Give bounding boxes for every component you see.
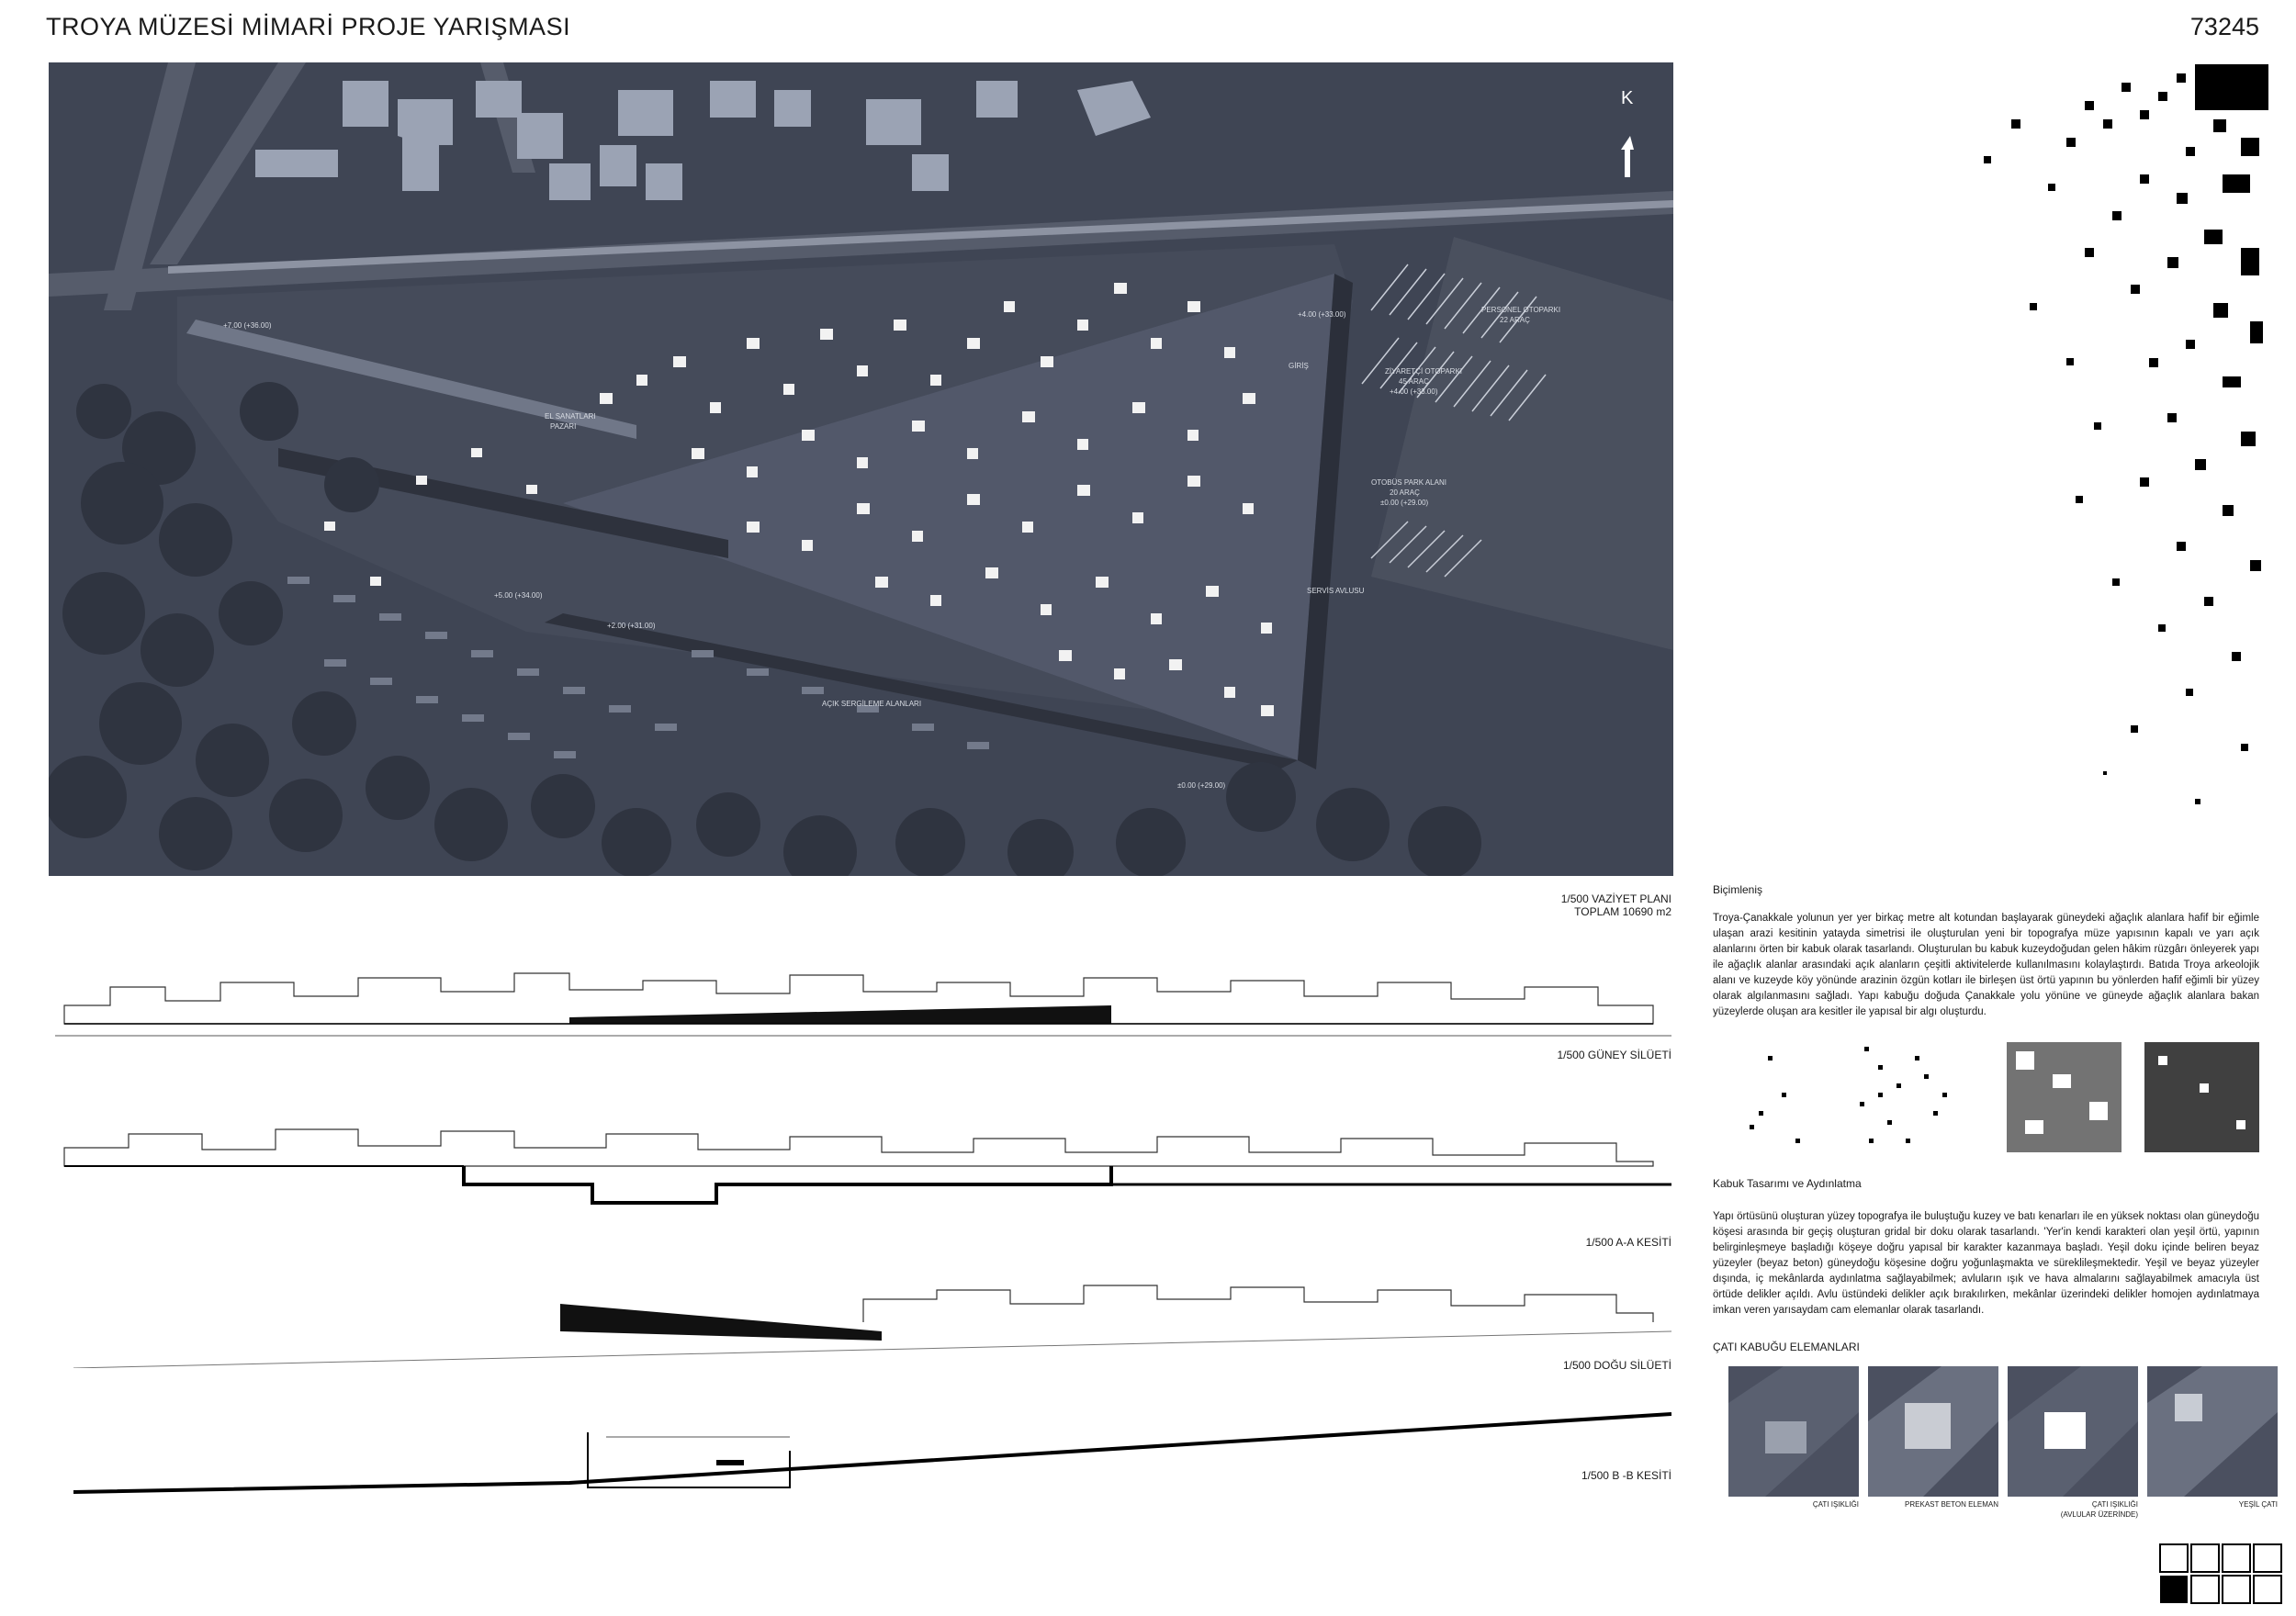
element-thumb-4 (2147, 1366, 2278, 1497)
label-otobus-3: ±0.00 (+29.00) (1380, 499, 1429, 507)
label-otobus-1: OTOBÜS PARK ALANI (1371, 478, 1446, 487)
caption-vaziyet-scale: 1/500 VAZİYET PLANI (1560, 892, 1671, 905)
site-plan-drawing (49, 62, 1673, 876)
density-4 (2144, 1042, 2259, 1152)
label-elev-ne: +4.00 (+33.00) (1298, 310, 1346, 319)
section-b-b (55, 1396, 1671, 1497)
label-personel-2: 22 ARAÇ (1500, 316, 1530, 324)
element-thumb-1 (1728, 1366, 1859, 1497)
label-personel-1: PERSONEL OTOPARKI (1481, 306, 1561, 314)
kabuk-heading: Kabuk Tasarımı ve Aydınlatma (1713, 1177, 1862, 1190)
elements-heading: ÇATI KABUĞU ELEMANLARI (1713, 1341, 1860, 1353)
caption-vaziyet-area: TOPLAM 10690 m2 (1574, 905, 1671, 918)
label-el-sanatlari-2: PAZARI (550, 422, 577, 431)
label-el-sanatlari-1: EL SANATLARI (545, 412, 596, 421)
element-label-3: ÇATI IŞIKLIĞI (2091, 1500, 2138, 1509)
bicimlenis-text: Troya-Çanakkale yolunun yer yer birkaç metre alt kotundan başlayarak güneydeki ağaçlık alanlara hafif bir eğimle ulaşan arazi kesitinin yatayda simetrisi ile oluşturulan yeni bir topografya müze yapısının kapalı ve yarı açık alanlarını örten bir kabuk olarak tasarlandı. Oluşturulan bu kabuk kuzeydoğudan gelen hâkim rüzgârı önleyerek yapı ile ağaçlık alanlar arasındaki açık alanların çeşitli aktivitelerde kullanılmasını kolaylaştırdı. Batıda Troya arkeolojik alanı ve kuzeyde köy yönünde arazinin özgün kotları ile birleşen üst örtü yapının bu yönlerden hafif eğimli bir yüzey olarak algılanmasını sağladı. Yapı kabuğu doğuda Çanakkale yolu yönüne ve güneyde ağaçlık alanlara bakan yüzeylerde oluşan ara kesitler ile yapısal bir algı oluşturdu. (1713, 913, 2259, 1017)
sheet-index-grid (2158, 1543, 2287, 1607)
kabuk-text: Yapı örtüsünü oluşturan yüzey topografya ile buluştuğu kuzey ve batı kenarları ile en yüksek noktası olan güneydoğu köşesi arasında bir geçiş oluşturan gridal bir doku olarak tasarlandı. 'Yer'in kendi karakteri olan yeşil örtü, yapının belirginleşmeye başladığı köşeye doğru yapısal bir karakter kazanmaya başladı. Yeşil doku içinde beliren beyaz yüzeyler (beyaz beton) güneydoğu köşesine doğru yoğunlaşmakta ve süreklileşmektedir. Yeşil ve beyaz yüzeyler dışında, iç mekânlarda aydınlatma sağlayabilmek; avluların ışık ve hava almalarını sağlayabilmek amacıyla üst örtüde delikler açıldı. Avlu üstündeki delikler açık bırakılırken, mekânlar üzerindeki delikler homojen aydınlatmaya imkan veren yarısaydam cam elemanlar olarak tasarlandı. (1713, 1211, 2259, 1316)
caption-dogu: 1/500 DOĞU SİLÜETİ (1562, 1359, 1671, 1372)
label-elev-s: ±0.00 (+29.00) (1177, 781, 1226, 790)
label-servis: SERVİS AVLUSU (1307, 587, 1365, 595)
north-label: K (1621, 88, 1634, 108)
label-elev-mid: +2.00 (+31.00) (607, 622, 656, 630)
density-3 (2007, 1042, 2122, 1152)
label-giris: GİRİŞ (1289, 362, 1309, 370)
density-1 (1750, 1056, 1800, 1143)
label-otobus-2: 20 ARAÇ (1390, 488, 1420, 497)
element-label-4: YEŞİL ÇATI (2238, 1500, 2278, 1509)
element-thumb-2 (1868, 1366, 1998, 1497)
element-label-1: ÇATI IŞIKLIĞI (1812, 1500, 1859, 1509)
caption-guney: 1/500 GÜNEY SİLÜETİ (1557, 1049, 1671, 1061)
label-acik: AÇIK SERGİLEME ALANLARI (822, 700, 922, 708)
caption-aa: 1/500 A-A KESİTİ (1585, 1236, 1671, 1249)
density-2 (1860, 1047, 1947, 1143)
caption-vaziyet (1488, 892, 1671, 918)
element-label-2: PREKAST BETON ELEMAN (1905, 1500, 1998, 1509)
current-sheet-marker (2160, 1576, 2188, 1603)
east-silhouette (55, 1267, 1671, 1368)
label-elev-w: +5.00 (+34.00) (494, 591, 543, 600)
label-ziyaretci-3: +4.00 (+33.00) (1390, 387, 1438, 396)
label-elev-nw: +7.00 (+36.00) (223, 321, 272, 330)
site-plan (49, 62, 1673, 876)
south-silhouette (55, 955, 1671, 1038)
density-diagrams (1740, 1038, 2264, 1157)
caption-bb: 1/500 B -B KESİTİ (1581, 1469, 1671, 1482)
element-label-3-sub: (AVLULAR ÜZERİNDE) (2060, 1510, 2138, 1519)
element-thumb-3 (2008, 1366, 2138, 1497)
label-ziyaretci-1: ZİYARETÇİ OTOPARKI (1385, 367, 1463, 376)
sheet-title: TROYA MÜZESİ MİMARİ PROJE YARIŞMASI (46, 13, 571, 40)
label-ziyaretci-2: 45 ARAÇ (1399, 377, 1429, 386)
pixel-gradient-graphic (1901, 64, 2268, 854)
project-code: 73245 (2189, 13, 2259, 40)
section-a-a (55, 1111, 1671, 1221)
bicimlenis-heading: Biçimleniş (1713, 883, 1763, 896)
